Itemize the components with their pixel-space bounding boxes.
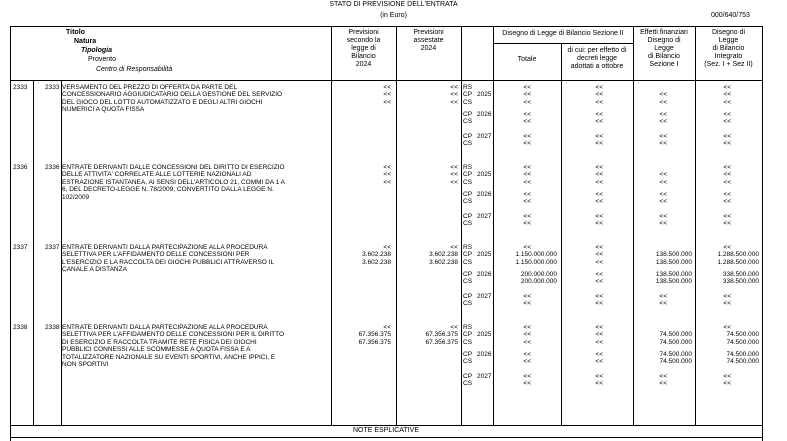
- cell-di-cui: <<: [595, 251, 603, 259]
- cell-di-cui: <<: [595, 84, 603, 91]
- cell-previsioni-legge: <<: [383, 98, 391, 106]
- cell-integrato: <<: [723, 380, 731, 388]
- cell-totale: <<: [523, 373, 531, 380]
- type-label-cs: CS: [463, 118, 473, 126]
- cell-previsioni-assestate: <<: [450, 98, 458, 106]
- row-description-line: ENTRATE DERIVANTI DALLA PARTECIPAZIONE ALLA PROCEDURA: [62, 324, 268, 331]
- row-description-line: DELLE ATTIVITA' CORRELATE ALLE LOTTERIE NAZIONALI AD: [62, 171, 252, 179]
- row-code-capitolo: 2338: [45, 324, 60, 331]
- type-label-cs: CS: [463, 258, 473, 266]
- row-code-titolo: 2333: [13, 84, 28, 91]
- year-label: 2025: [477, 251, 492, 259]
- cell-totale: <<: [523, 293, 531, 300]
- type-label-cp: CP: [463, 171, 473, 179]
- cell-effetti: <<: [659, 198, 667, 206]
- cell-integrato: <<: [723, 191, 731, 198]
- cell-integrato: 74.500.000: [726, 338, 759, 346]
- cell-totale: <<: [523, 338, 531, 346]
- cell-di-cui: <<: [595, 191, 603, 198]
- row-description-line: DI ESERCIZIO E RACCOLTA TRAMITE RETE FISICA DEI GIOCHI: [62, 338, 257, 346]
- cell-totale: 200.000.000: [520, 278, 557, 286]
- cell-integrato: 338.500.000: [722, 271, 759, 278]
- header-centro: Centro di Responsabilità: [96, 66, 173, 73]
- cell-totale: <<: [523, 84, 531, 91]
- cell-effetti: 74.500.000: [659, 358, 692, 366]
- cell-di-cui: <<: [595, 358, 603, 366]
- row-description-line: L'ESERCIZIO E LA RACCOLTA DEI GIOCHI PUBBLICI ATTRAVERSO IL: [62, 258, 275, 266]
- cell-di-cui: <<: [595, 133, 603, 140]
- cell-integrato: <<: [723, 178, 731, 186]
- type-label-rs: RS: [463, 244, 473, 251]
- cell-integrato: <<: [723, 84, 731, 91]
- cell-di-cui: <<: [595, 324, 603, 331]
- cell-effetti: <<: [659, 178, 667, 186]
- cell-effetti: 138.500.000: [655, 271, 692, 278]
- row-description-line: CONCESSIONARIO AGGIUDICATARIO DELLA GESTIONE DEL SERVIZIO: [62, 91, 283, 99]
- cell-previsioni-assestate: <<: [450, 164, 458, 171]
- cell-effetti: 138.500.000: [655, 258, 692, 266]
- cell-di-cui: <<: [595, 118, 603, 126]
- cell-totale: <<: [523, 198, 531, 206]
- type-label-cs: CS: [463, 220, 473, 228]
- row-description-line: CANALE A DISTANZA: [62, 266, 127, 274]
- cell-totale: <<: [523, 133, 531, 140]
- cell-di-cui: <<: [595, 278, 603, 286]
- cell-totale: 1.150.000.000: [515, 258, 557, 266]
- row-description-line: 6, DEL DECRETO-LEGGE N. 78/2009, CONVERTITO DALLA LEGGE N.: [62, 186, 274, 194]
- cell-effetti: <<: [659, 191, 667, 198]
- cell-effetti: <<: [659, 98, 667, 106]
- cell-totale: 1.150.000.000: [515, 251, 557, 259]
- page-subtitle: (in Euro): [380, 12, 407, 19]
- cell-previsioni-assestate: <<: [450, 178, 458, 186]
- cell-di-cui: <<: [595, 331, 603, 339]
- cell-di-cui: <<: [595, 300, 603, 308]
- row-description-line: PUBBLICI CONNESSI ALLE SCOMMESSE A QUOTA FISSA E A: [62, 346, 251, 354]
- cell-di-cui: <<: [595, 271, 603, 278]
- cell-di-cui: <<: [595, 213, 603, 220]
- cell-totale: <<: [523, 178, 531, 186]
- cell-effetti: <<: [659, 111, 667, 118]
- cell-previsioni-legge: <<: [383, 171, 391, 179]
- type-label-cs: CS: [463, 380, 473, 388]
- cell-previsioni-legge: <<: [383, 178, 391, 186]
- cell-effetti: <<: [659, 133, 667, 140]
- year-label: 2025: [477, 331, 492, 339]
- row-code-titolo: 2337: [13, 244, 28, 251]
- cell-previsioni-assestate: 67.356.375: [425, 338, 458, 346]
- cell-previsioni-assestate: 3.602.238: [429, 258, 458, 266]
- cell-previsioni-assestate: <<: [450, 244, 458, 251]
- cell-di-cui: <<: [595, 140, 603, 148]
- cell-di-cui: <<: [595, 178, 603, 186]
- cell-effetti: <<: [659, 293, 667, 300]
- header-titolo: Titolo: [66, 29, 85, 36]
- cell-effetti: <<: [659, 380, 667, 388]
- cell-totale: <<: [523, 380, 531, 388]
- cell-totale: <<: [523, 213, 531, 220]
- cell-totale: <<: [523, 191, 531, 198]
- cell-totale: <<: [523, 324, 531, 331]
- cell-integrato: 74.500.000: [726, 331, 759, 339]
- cell-effetti: <<: [659, 118, 667, 126]
- type-label-cp: CP: [463, 331, 473, 339]
- cell-di-cui: <<: [595, 258, 603, 266]
- cell-totale: <<: [523, 111, 531, 118]
- cell-previsioni-legge: <<: [383, 84, 391, 91]
- cell-integrato: 1.288.500.000: [717, 251, 759, 259]
- type-label-cp: CP: [463, 373, 473, 380]
- cell-di-cui: <<: [595, 171, 603, 179]
- cell-effetti: <<: [659, 300, 667, 308]
- header-provento: Provento: [88, 56, 117, 63]
- cell-effetti: 74.500.000: [659, 331, 692, 339]
- cell-effetti: <<: [659, 220, 667, 228]
- cell-totale: <<: [523, 91, 531, 99]
- row-code-titolo: 2336: [13, 164, 28, 171]
- row-description-line: ENTRATE DERIVANTI DALLA PARTECIPAZIONE ALLA PROCEDURA: [62, 244, 268, 251]
- row-code-titolo: 2338: [13, 324, 28, 331]
- year-label: 2027: [477, 213, 492, 220]
- row-description-line: SELETTIVA PER L'AFFIDAMENTO DELLE CONCESSIONI PER IL DIRITTO: [62, 331, 285, 339]
- header-disegno-sez2: Disegno di Legge di Bilancio Sezione II: [502, 30, 624, 37]
- header-natura: Natura: [74, 38, 97, 45]
- row-code-capitolo: 2337: [45, 244, 60, 251]
- type-label-cs: CS: [463, 140, 473, 148]
- cell-integrato: 74.500.000: [726, 358, 759, 366]
- cell-integrato: <<: [723, 213, 731, 220]
- header-effetti: Effetti finanziari Disegno di Legge di Bilancio Sezione I: [640, 29, 688, 68]
- cell-previsioni-legge: 3.602.238: [362, 258, 391, 266]
- cell-di-cui: <<: [595, 380, 603, 388]
- cell-di-cui: <<: [595, 293, 603, 300]
- row-description-line: 102/2009: [62, 193, 90, 201]
- row-description-line: SELETTIVA PER L'AFFIDAMENTO DELLE CONCESSIONI PER: [62, 251, 250, 259]
- year-label: 2026: [477, 271, 492, 278]
- year-label: 2025: [477, 91, 492, 99]
- cell-di-cui: <<: [595, 91, 603, 99]
- cell-integrato: <<: [723, 244, 731, 251]
- type-label-cp: CP: [463, 351, 473, 358]
- type-label-cs: CS: [463, 338, 473, 346]
- year-label: 2027: [477, 133, 492, 140]
- document-code: 000/640/753: [711, 12, 750, 19]
- cell-integrato: 338.500.000: [722, 278, 759, 286]
- cell-integrato: <<: [723, 171, 731, 179]
- cell-previsioni-assestate: <<: [450, 171, 458, 179]
- cell-integrato: <<: [723, 198, 731, 206]
- cell-integrato: <<: [723, 98, 731, 106]
- year-label: 2026: [477, 351, 492, 358]
- cell-effetti: <<: [659, 140, 667, 148]
- type-label-cs: CS: [463, 300, 473, 308]
- type-label-cp: CP: [463, 133, 473, 140]
- row-code-capitolo: 2333: [45, 84, 60, 91]
- cell-totale: <<: [523, 331, 531, 339]
- cell-di-cui: <<: [595, 111, 603, 118]
- year-label: 2025: [477, 171, 492, 179]
- header-previsioni-assestate: Previsioni assestate 2024: [413, 29, 444, 52]
- cell-di-cui: <<: [595, 351, 603, 358]
- cell-integrato: <<: [723, 300, 731, 308]
- note-esplicative: NOTE ESPLICATIVE: [353, 427, 419, 434]
- row-description-line: DEL GIOCO DEL LOTTO AUTOMATIZZATO E DEGLI ALTRI GIOCHI: [62, 98, 263, 106]
- year-label: 2026: [477, 191, 492, 198]
- cell-integrato: <<: [723, 293, 731, 300]
- cell-totale: <<: [523, 118, 531, 126]
- row-description-line: VERSAMENTO DEL PREZZO DI OFFERTA DA PARTE DEL: [62, 84, 238, 91]
- cell-integrato: <<: [723, 220, 731, 228]
- row-description-line: ESTRAZIONE ISTANTANEA, AI SENSI DELL'ARTICOLO 21, COMMI DA 1 A: [62, 178, 286, 186]
- page-title: STATO DI PREVISIONE DELL'ENTRATA: [329, 1, 458, 8]
- cell-totale: 200.000.000: [520, 271, 557, 278]
- cell-totale: <<: [523, 171, 531, 179]
- header-integrato: Disegno di Legge di Bilancio Integrato (Sez. I + Sez II): [704, 29, 753, 68]
- year-label: 2027: [477, 293, 492, 300]
- type-label-cp: CP: [463, 213, 473, 220]
- cell-totale: <<: [523, 98, 531, 106]
- header-totale: Totale: [517, 56, 537, 63]
- cell-di-cui: <<: [595, 198, 603, 206]
- cell-totale: <<: [523, 220, 531, 228]
- cell-previsioni-legge: 3.602.238: [362, 251, 391, 259]
- cell-integrato: <<: [723, 373, 731, 380]
- cell-previsioni-assestate: 3.602.238: [429, 251, 458, 259]
- cell-integrato: <<: [723, 133, 731, 140]
- cell-previsioni-assestate: <<: [450, 91, 458, 99]
- type-label-cp: CP: [463, 271, 473, 278]
- type-label-cs: CS: [463, 98, 473, 106]
- cell-di-cui: <<: [595, 164, 603, 171]
- cell-previsioni-legge: <<: [383, 91, 391, 99]
- cell-totale: <<: [523, 300, 531, 308]
- year-label: 2027: [477, 373, 492, 380]
- cell-integrato: 1.288.500.000: [717, 258, 759, 266]
- cell-previsioni-legge: 67.356.375: [358, 331, 391, 339]
- row-description-line: NON SPORTIVI: [62, 361, 109, 368]
- cell-effetti: <<: [659, 171, 667, 179]
- cell-effetti: <<: [659, 373, 667, 380]
- cell-totale: <<: [523, 140, 531, 148]
- cell-effetti: <<: [659, 213, 667, 220]
- type-label-rs: RS: [463, 324, 473, 331]
- type-label-cp: CP: [463, 293, 473, 300]
- cell-integrato: <<: [723, 118, 731, 126]
- row-description-line: NUMERICI A QUOTA FISSA: [62, 106, 145, 114]
- cell-effetti: 138.500.000: [655, 278, 692, 286]
- cell-effetti: 138.500.000: [655, 251, 692, 259]
- cell-di-cui: <<: [595, 244, 603, 251]
- header-tipologia: Tipologia: [81, 47, 112, 54]
- cell-effetti: <<: [659, 91, 667, 99]
- cell-totale: <<: [523, 164, 531, 171]
- cell-di-cui: <<: [595, 373, 603, 380]
- header-previsioni-legge: Previsioni secondo la legge di Bilancio 2024: [346, 29, 381, 68]
- cell-di-cui: <<: [595, 220, 603, 228]
- cell-previsioni-assestate: <<: [450, 84, 458, 91]
- cell-integrato: <<: [723, 91, 731, 99]
- cell-integrato: <<: [723, 324, 731, 331]
- row-description-line: ENTRATE DERIVANTI DALLE CONCESSIONI DEL DIRITTO DI ESERCIZIO: [62, 164, 285, 171]
- cell-di-cui: <<: [595, 338, 603, 346]
- type-label-rs: RS: [463, 164, 473, 171]
- cell-previsioni-legge: 67.356.375: [358, 338, 391, 346]
- cell-previsioni-legge: <<: [383, 164, 391, 171]
- header-di-cui: di cui: per effetto di decreti legge adottati a ottobre: [567, 47, 627, 70]
- type-label-cs: CS: [463, 178, 473, 186]
- type-label-cs: CS: [463, 278, 473, 286]
- type-label-cs: CS: [463, 358, 473, 366]
- year-label: 2026: [477, 111, 492, 118]
- cell-totale: <<: [523, 358, 531, 366]
- cell-integrato: <<: [723, 140, 731, 148]
- cell-previsioni-assestate: <<: [450, 324, 458, 331]
- cell-totale: <<: [523, 244, 531, 251]
- row-code-capitolo: 2336: [45, 164, 60, 171]
- cell-di-cui: <<: [595, 98, 603, 106]
- cell-integrato: <<: [723, 111, 731, 118]
- type-label-cp: CP: [463, 91, 473, 99]
- type-label-cp: CP: [463, 111, 473, 118]
- type-label-cs: CS: [463, 198, 473, 206]
- cell-previsioni-legge: <<: [383, 324, 391, 331]
- row-description-line: TOTALIZZATORE NAZIONALE SU EVENTI SPORTIVI, ANCHE IPPICI, E: [62, 353, 276, 361]
- cell-totale: <<: [523, 351, 531, 358]
- cell-previsioni-assestate: 67.356.375: [425, 331, 458, 339]
- type-label-cp: CP: [463, 251, 473, 259]
- cell-integrato: <<: [723, 164, 731, 171]
- cell-integrato: 74.500.000: [726, 351, 759, 358]
- cell-effetti: 74.500.000: [659, 338, 692, 346]
- cell-previsioni-legge: <<: [383, 244, 391, 251]
- cell-effetti: 74.500.000: [659, 351, 692, 358]
- type-label-rs: RS: [463, 84, 473, 91]
- type-label-cp: CP: [463, 191, 473, 198]
